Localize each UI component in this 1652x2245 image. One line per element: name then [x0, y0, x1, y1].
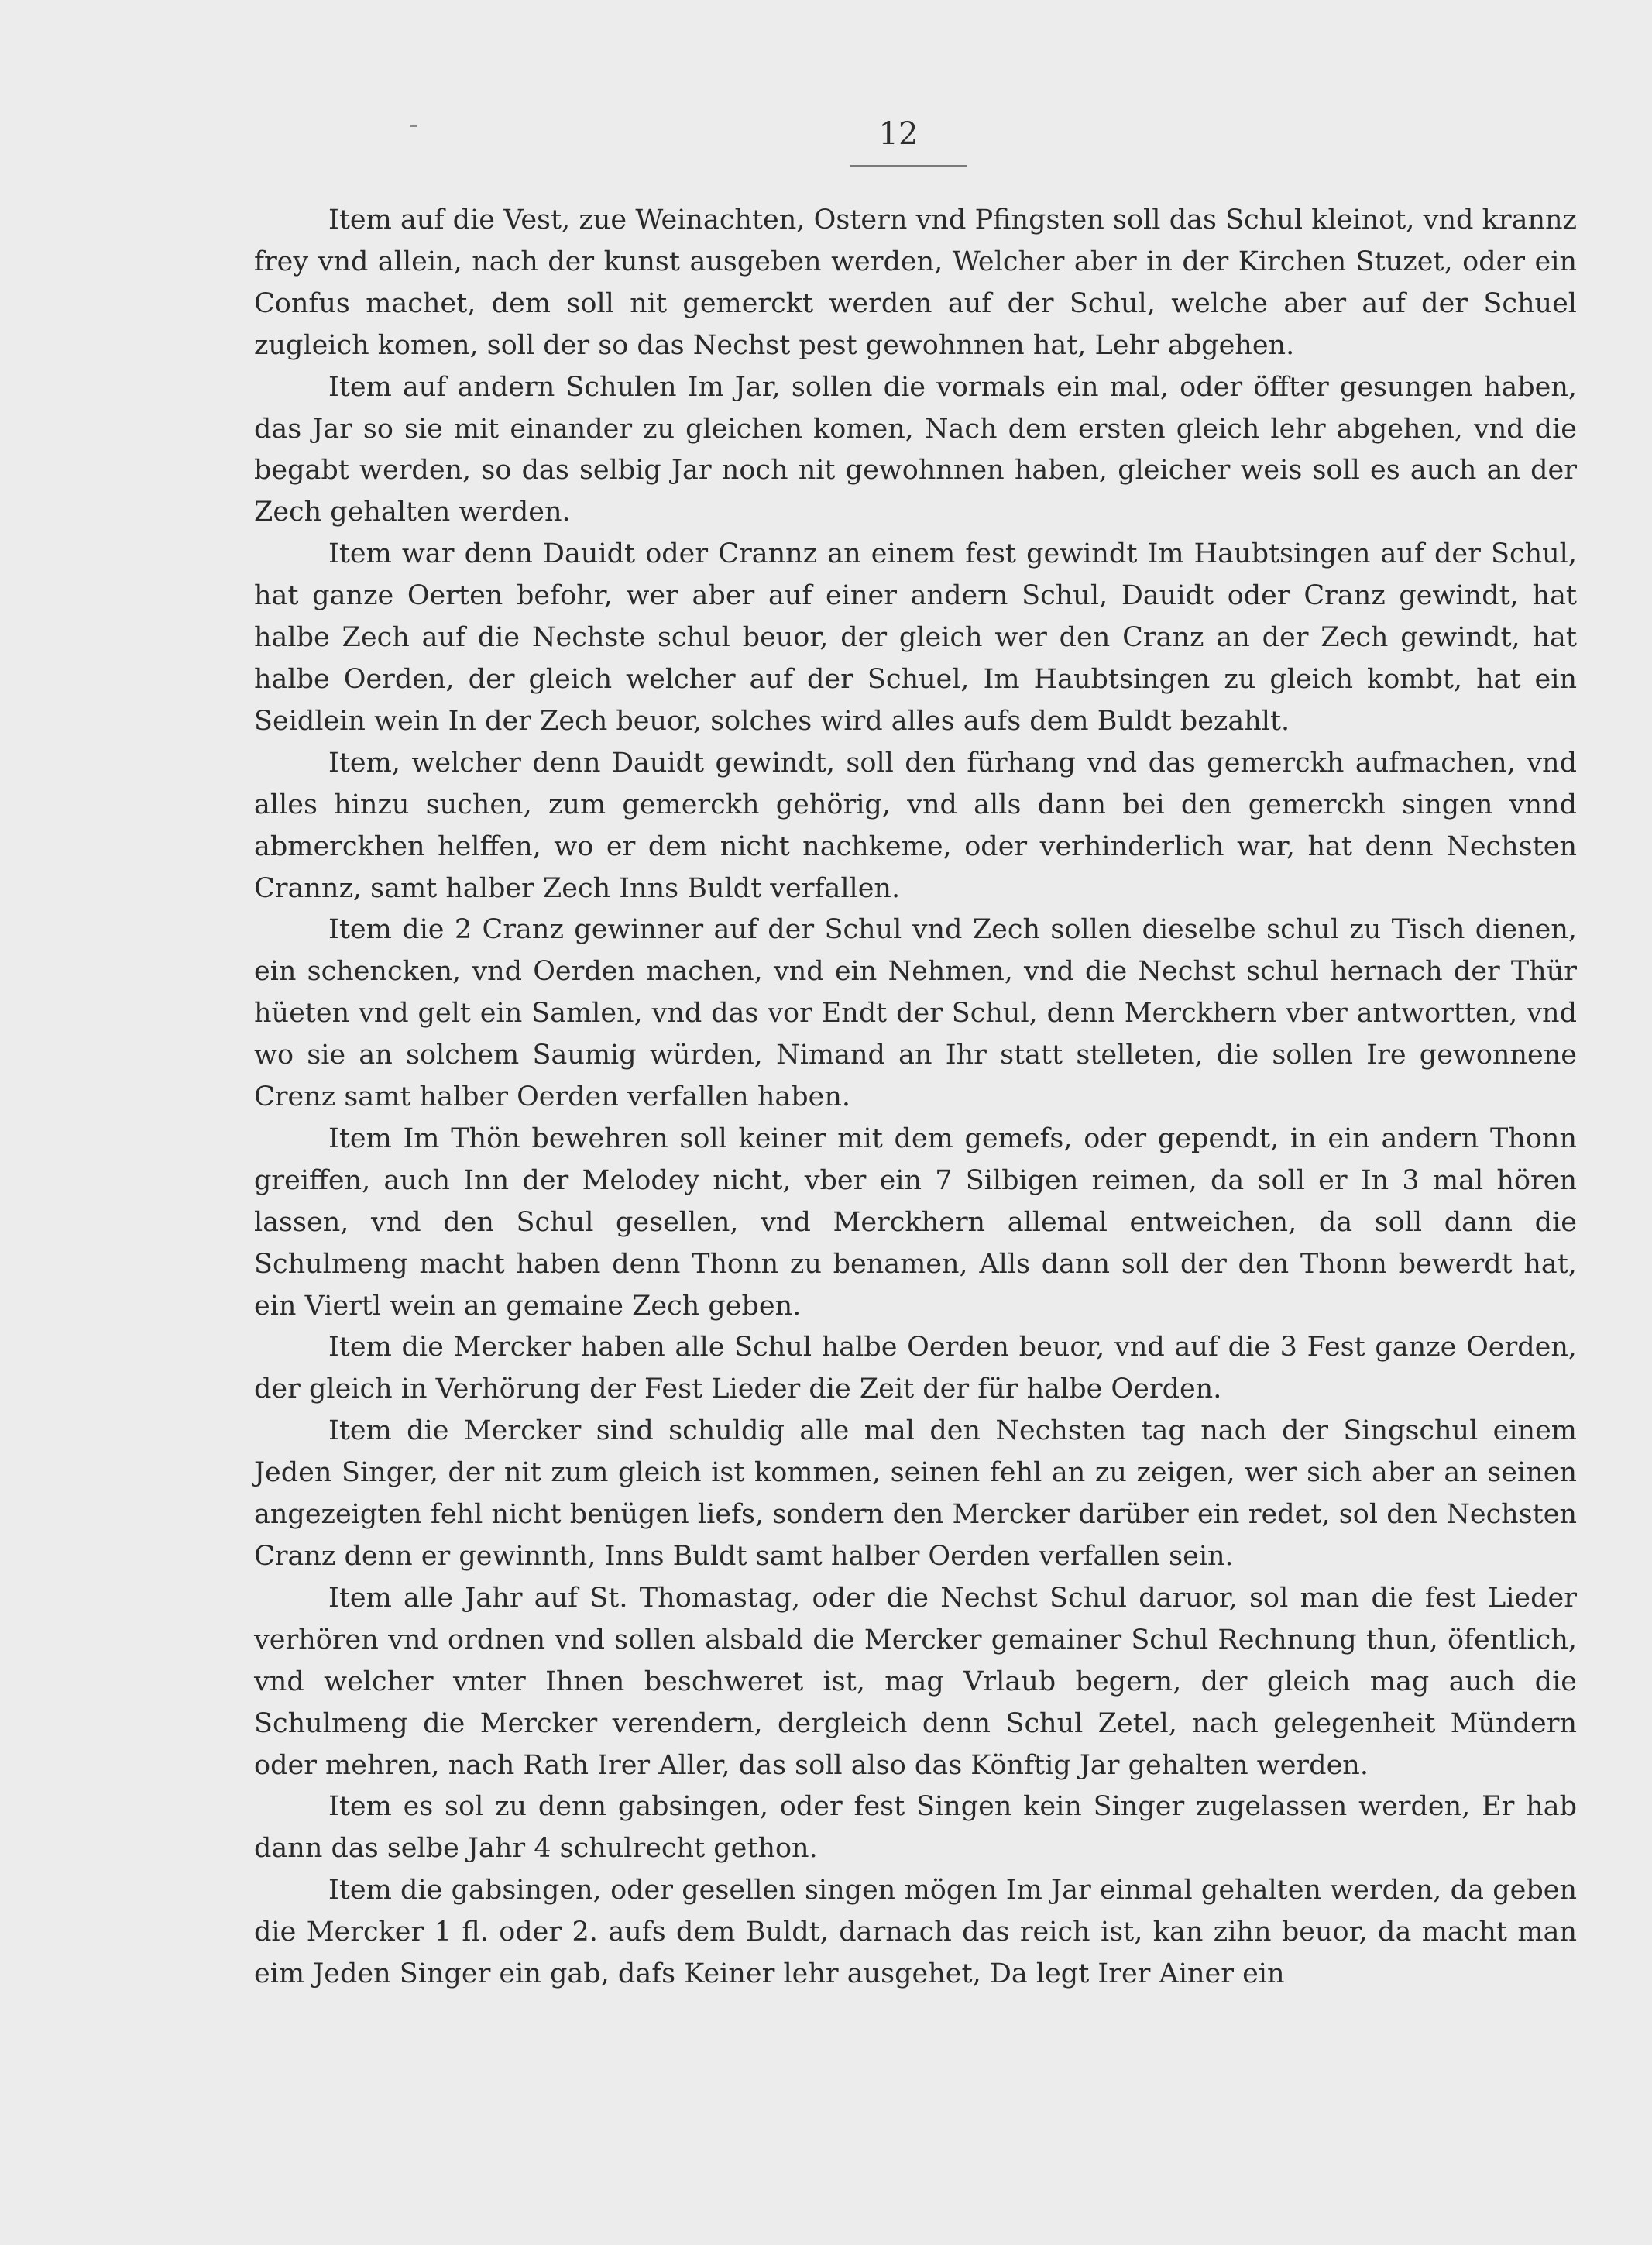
paragraph: Item, welcher denn Dauidt gewindt, soll den fürhang vnd das gemerckh aufmachen, vnd alles hinzu suchen, zum gemerckh gehörig, vnd alls dann bei den gemerckh singen vnnd abmerckhen helffen, wo er dem nicht nachkeme, oder verhinderlich war, hat denn Nechsten Crannz, samt halber Zech Inns Buldt verfallen. — [254, 747, 1577, 904]
paragraph: Item alle Jahr auf St. Thomastag, oder die Nechst Schul daruor, sol man die fest Lieder verhören vnd ordnen vnd sollen alsbald die Mercker gemainer Schul Rechnung thun, öfentlich, vnd welcher vnter Ihnen beschweret ist, mag Vrlaub begern, der gleich mag auch die Schulmeng die Mercker verendern, dergleich denn Schul Zetel, nach gelegenheit Mündern oder mehren, nach Rath Irer Aller, das soll also das Könftig Jar gehalten werden. — [254, 1582, 1577, 1781]
paragraph: Item auf andern Schulen Im Jar, sollen die vormals ein mal, oder öffter gesungen haben, das Jar so sie mit einander zu gleichen komen, Nach dem ersten gleich lehr abgehen, vnd die begabt werden, so das selbig Jar noch nit gewohnnen haben, gleicher weis soll es auch an der Zech gehalten werden. — [254, 371, 1577, 528]
paragraph: Item die 2 Cranz gewinner auf der Schul vnd Zech sollen dieselbe schul zu Tisch dienen, ein schencken, vnd Oerden machen, vnd ein Nehmen, vnd die Nechst schul hernach der Thür hüeten vnd gelt ein Samlen, vnd das vor Endt der Schul, denn Merckhern vber antwortten, vnd wo sie an solchem Saumig würden, Nimand an Ihr statt stelleten, die sollen Ire gewonnene Crenz samt halber Oerden verfallen haben. — [254, 914, 1577, 1113]
page-number-rule — [850, 165, 967, 167]
paragraph: Item die Mercker sind schuldig alle mal den Nechsten tag nach der Singschul einem Jeden Singer, der nit zum gleich ist kommen, seinen fehl an zu zeigen, wer sich aber an seinen angezeigten fehl nicht benügen liefs, sondern den Mercker darüber ein redet, sol den Nechsten Cranz denn er gewinnth, Inns Buldt samt halber Oerden verfallen sein. — [254, 1415, 1577, 1572]
stray-mark — [410, 125, 417, 127]
page-number: 12 — [878, 116, 919, 152]
paragraph: Item war denn Dauidt oder Crannz an einem fest gewindt Im Haubtsingen auf der Schul, hat ganze Oerten befohr, wer aber auf einer andern Schul, Dauidt oder Cranz gewindt, hat halbe Zech auf die Nechste schul beuor, der gleich wer den Cranz an der Zech gewindt, hat halbe Oerden, der gleich welcher auf der Schuel, Im Haubtsingen zu gleich kombt, hat ein Seidlein wein In der Zech beuor, solches wird alles aufs dem Buldt bezahlt. — [254, 538, 1577, 737]
paragraph: Item es sol zu denn gabsingen, oder fest Singen kein Singer zugelassen werden, Er hab dann das selbe Jahr 4 schulrecht gethon. — [254, 1791, 1577, 1865]
paragraph: Item Im Thön bewehren soll keiner mit dem gemefs, oder gependt, in ein andern Thonn greiffen, auch Inn der Melodey nicht, vber ein 7 Silbigen reimen, da soll er In 3 mal hören lassen, vnd den Schul gesellen, vnd Merckhern allemal entweichen, da soll dann die Schulmeng macht haben denn Thonn zu benamen, Alls dann soll der den Thonn bewerdt hat, ein Viertl wein an gemaine Zech geben. — [254, 1122, 1577, 1322]
paragraph: Item auf die Vest, zue Weinachten, Ostern vnd Pfingsten soll das Schul kleinot, vnd krannz frey vnd allein, nach der kunst ausgeben werden, Welcher aber in der Kirchen Stuzet, oder ein Confus machet, dem soll nit gemerckt werden auf der Schul, welche aber auf der Schuel zugleich komen, soll der so das Nechst pest gewohnnen hat, Lehr abgehen. — [254, 205, 1577, 361]
paragraph: Item die gabsingen, oder gesellen singen mögen Im Jar einmal gehalten werden, da geben die Mercker 1 fl. oder 2. aufs dem Buldt, darnach das reich ist, kan zihn beuor, da macht man eim Jeden Singer ein gab, dafs Keiner lehr ausgehet, Da legt Irer Ainer ein — [254, 1875, 1577, 1990]
body-text — [254, 200, 1577, 1996]
paragraph: Item die Mercker haben alle Schul halbe Oerden beuor, vnd auf die 3 Fest ganze Oerden, der gleich in Verhörung der Fest Lieder die Zeit der für halbe Oerden. — [254, 1332, 1577, 1405]
